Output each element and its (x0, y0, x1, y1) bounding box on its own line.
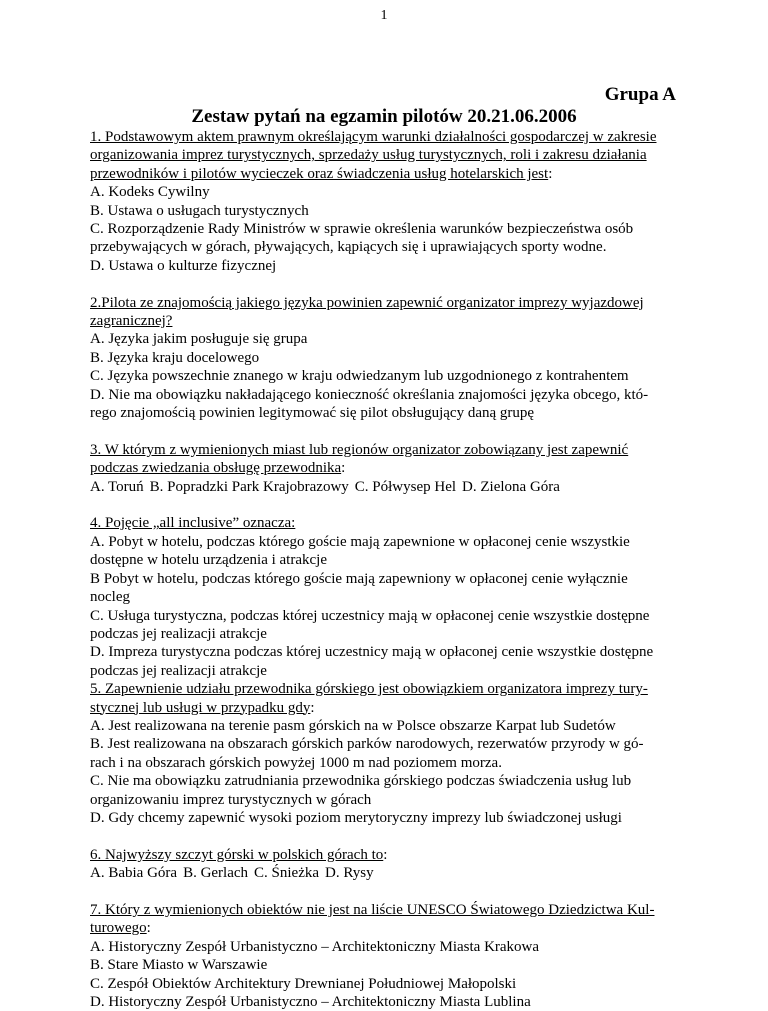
question-text: 5. Zapewnienie udziału przewodnika górskiego jest obowiązkiem organizatora imprezy tury- (90, 681, 648, 698)
question-text: stycznej lub usługi w przypadku gdy (90, 699, 311, 716)
answer-option: A. Jest realizowana na terenie pasm górskich na w Polsce obszarze Karpat lub Sudetów (90, 717, 616, 734)
answer-option: D. Nie ma obowiązku nakładającego konieczność określania znajomości języka obcego, któ- (90, 386, 649, 403)
answer-option: przebywających w górach, pływających, kąpiących się i uprawiających sporty wodne. (90, 239, 607, 256)
question-text: podczas zwiedzania obsługę przewodnika (90, 460, 342, 477)
question-6 (90, 846, 690, 883)
question-text: przewodników i pilotów wycieczek oraz świadczenia usług hotelarskich jest (90, 165, 549, 182)
question-text-line (90, 441, 690, 459)
answer-option: podczas jej realizacji atrakcje (90, 625, 267, 642)
page-title: Zestaw pytań na egzamin pilotów 20.21.06.2006 (191, 106, 577, 127)
question-punctuation: : (383, 846, 388, 863)
question-text: 2.Pilota ze znajomością jakiego języka powinien zapewnić organizator imprezy wyjazdowej (90, 294, 644, 311)
question-text-line (90, 459, 690, 477)
question-text-line (90, 846, 690, 864)
answer-option: C. Śnieżka (254, 865, 320, 882)
answer-option: C. Nie ma obowiązku zatrudniania przewodnika górskiego podczas świadczenia usług lub (90, 773, 632, 790)
spacer (90, 422, 690, 440)
answer-options-inline (90, 478, 690, 496)
question-text: 7. Który z wymienionych obiektów nie jest na liście UNESCO Światowego Dziedzictwa Kul- (90, 901, 655, 918)
question-text: 1. Podstawowym aktem prawnym określającym warunki działalności gospodarczej w zakresie (90, 129, 657, 145)
answer-option: podczas jej realizacji atrakcje (90, 662, 267, 679)
answer-option: C. Półwysep Hel (354, 478, 457, 495)
question-text: turowego (90, 920, 147, 937)
answer-option: B. Jest realizowana na obszarach górskich parków narodowych, rezerwatów przyrody w gó- (90, 736, 644, 753)
answer-option: C. Usługa turystyczna, podczas której uczestnicy mają w opłaconej cenie wszystkie dostępne (90, 607, 650, 624)
question-text-line (90, 901, 690, 919)
answer-option: organizowaniu imprez turystycznych w górach (90, 791, 372, 808)
question-punctuation: : (146, 920, 151, 937)
answer-option: B. Gerlach (183, 865, 249, 882)
answer-option: A. Pobyt w hotelu, podczas którego goście mają zapewnione w opłaconej cenie wszystkie (90, 533, 630, 550)
question-4 (90, 514, 690, 680)
question-7 (90, 901, 690, 1011)
answer-options-inline (90, 864, 690, 882)
answer-option: B. Języka kraju docelowego (90, 349, 260, 366)
answer-option: D. Rysy (325, 865, 374, 882)
question-text: 3. W którym z wymienionych miast lub regionów organizator zobowiązany jest zapewnić (90, 441, 629, 458)
question-text-line (90, 128, 690, 146)
question-2 (90, 294, 690, 423)
answer-option: C. Rozporządzenie Rady Ministrów w sprawie określenia warunków bezpieczeństwa osób (90, 221, 634, 238)
question-punctuation: : (341, 460, 346, 477)
question-text-line (90, 680, 690, 698)
answer-option: D. Gdy chcemy zapewnić wysoki poziom merytoryczny imprezy lub świadczonej usługi (90, 809, 622, 826)
question-text-line (90, 919, 690, 937)
answer-option: B. Popradzki Park Krajobrazowy (149, 478, 349, 495)
spacer (90, 496, 690, 514)
question-text: 6. Najwyższy szczyt górski w polskich górach to (90, 846, 384, 863)
answer-option: D. Zielona Góra (462, 478, 560, 495)
answer-option: dostępne w hotelu urządzenia i atrakcje (90, 552, 327, 569)
answer-option: B. Ustawa o usługach turystycznych (90, 202, 309, 219)
question-text: organizowania imprez turystycznych, sprzedaży usług turystycznych, roli i zakresu działania (90, 147, 647, 164)
answer-option: rach i na obszarach górskich powyżej 1000 m nad poziomem morza. (90, 754, 502, 771)
question-text: zagranicznej? (90, 313, 173, 330)
question-text-line (90, 699, 690, 717)
question-3 (90, 441, 690, 496)
answer-option: A. Języka jakim posługuje się grupa (90, 331, 308, 348)
question-text-line (90, 294, 690, 312)
answer-option: B. Stare Miasto w Warszawie (90, 957, 268, 974)
question-punctuation: : (548, 165, 553, 182)
page-number: 1 (380, 8, 388, 23)
answer-option: D. Ustawa o kulturze fizycznej (90, 257, 277, 274)
question-punctuation: : (310, 699, 315, 716)
question-text: 4. Pojęcie „all inclusive” oznacza: (90, 515, 296, 532)
question-1 (90, 128, 690, 275)
answer-option: B Pobyt w hotelu, podczas którego goście mają zapewniony w opłaconej cenie wyłącznie (90, 570, 628, 587)
spacer (90, 275, 690, 293)
answer-option: A. Kodeks Cywilny (90, 184, 210, 201)
answer-option: A. Toruń (90, 478, 144, 495)
answer-option: C. Języka powszechnie znanego w kraju odwiedzanym lub uzgodnionego z kontrahentem (90, 368, 629, 385)
spacer (90, 883, 690, 901)
answer-option: A. Historyczny Zespół Urbanistyczno – Architektoniczny Miasta Krakowa (90, 938, 540, 955)
answer-option: C. Zespół Obiektów Architektury Drewnianej Południowej Małopolski (90, 975, 517, 992)
group-label: Grupa A (604, 84, 676, 105)
answer-option: rego znajomością powinien legitymować się pilot obsługujący daną grupę (90, 405, 535, 422)
question-text-line (90, 165, 690, 183)
answer-option: D. Impreza turystyczna podczas której uczestnicy mają w opłaconej cenie wszystkie dostępne (90, 644, 654, 661)
question-text-line (90, 146, 690, 164)
answer-option: A. Babia Góra (90, 865, 178, 882)
answer-option: nocleg (90, 589, 130, 606)
spacer (90, 827, 690, 845)
question-5 (90, 680, 690, 827)
question-text-line (90, 312, 690, 330)
question-text-line (90, 514, 690, 532)
answer-option: D. Historyczny Zespół Urbanistyczno – Architektoniczny Miasta Lublina (90, 994, 531, 1011)
questions-list (90, 128, 690, 1011)
